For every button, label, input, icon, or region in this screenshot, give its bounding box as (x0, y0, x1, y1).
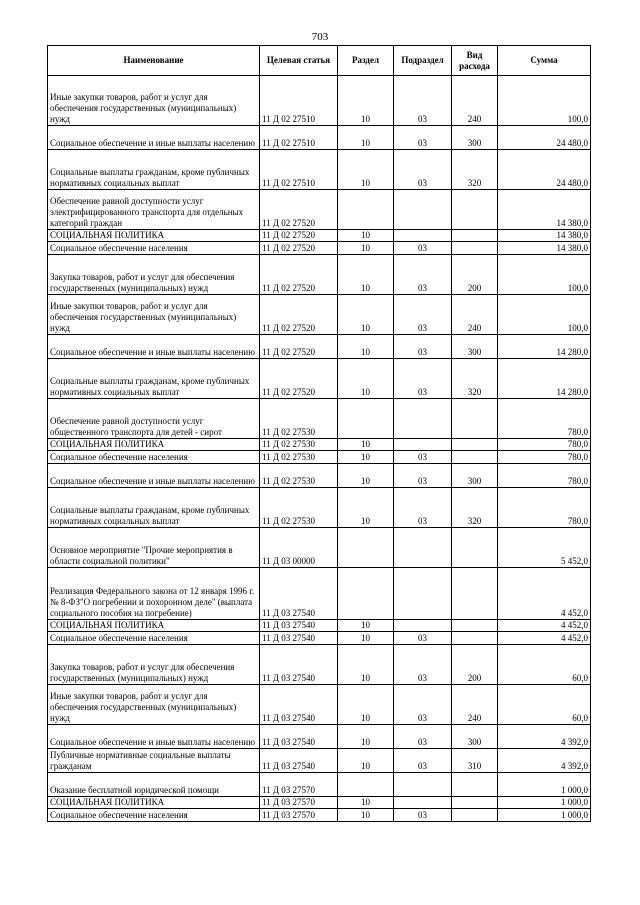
cell-section: 10 (338, 685, 394, 725)
cell-code: 11 Д 03 27570 (260, 773, 338, 797)
cell-name: СОЦИАЛЬНАЯ ПОЛИТИКА (48, 797, 260, 809)
cell-section: 10 (338, 749, 394, 773)
cell-subsection: 03 (394, 76, 452, 126)
cell-expense-type (452, 568, 498, 620)
cell-code: 11 Д 02 27530 (260, 399, 338, 439)
cell-code: 11 Д 03 00000 (260, 528, 338, 568)
cell-section: 10 (338, 797, 394, 809)
cell-amount: 14 280,0 (498, 335, 591, 359)
cell-expense-type: 320 (452, 150, 498, 190)
cell-amount: 24 480,0 (498, 150, 591, 190)
cell-code: 11 Д 02 27530 (260, 439, 338, 451)
table-row (48, 464, 591, 488)
cell-name: СОЦИАЛЬНАЯ ПОЛИТИКА (48, 439, 260, 451)
table-row (48, 399, 591, 439)
cell-subsection: 03 (394, 809, 452, 822)
cell-name: Социальное обеспечение и иные выплаты населению (48, 335, 260, 359)
cell-expense-type (452, 528, 498, 568)
cell-name: Оказание бесплатной юридической помощи (48, 773, 260, 797)
cell-amount: 60,0 (498, 685, 591, 725)
cell-expense-type: 200 (452, 255, 498, 295)
cell-section (338, 568, 394, 620)
table-row (48, 190, 591, 230)
cell-subsection: 03 (394, 150, 452, 190)
cell-section: 10 (338, 464, 394, 488)
cell-name: Обеспечение равной доступности услуг электрифицированного транспорта для отдельных категорий граждан (48, 190, 260, 230)
cell-code: 11 Д 02 27530 (260, 451, 338, 464)
column-header-expense-type: Вид расхода (452, 46, 498, 76)
cell-amount: 780,0 (498, 488, 591, 528)
cell-amount: 14 280,0 (498, 359, 591, 399)
column-header-amount: Сумма (498, 46, 591, 76)
cell-section: 10 (338, 451, 394, 464)
cell-amount: 4 452,0 (498, 620, 591, 632)
cell-subsection: 03 (394, 451, 452, 464)
cell-subsection: 03 (394, 126, 452, 150)
table-row (48, 797, 591, 809)
cell-section: 10 (338, 335, 394, 359)
cell-name: Социальные выплаты гражданам, кроме публичных нормативных социальных выплат (48, 150, 260, 190)
cell-code: 11 Д 02 27510 (260, 150, 338, 190)
column-header-code: Целевая статья (260, 46, 338, 76)
table-row (48, 749, 591, 773)
cell-expense-type: 310 (452, 749, 498, 773)
cell-code: 11 Д 03 27570 (260, 809, 338, 822)
cell-amount: 4 452,0 (498, 632, 591, 645)
cell-code: 11 Д 02 27520 (260, 335, 338, 359)
cell-expense-type (452, 242, 498, 255)
cell-expense-type (452, 230, 498, 242)
cell-name: Закупка товаров, работ и услуг для обеспечения государственных (муниципальных) нужд (48, 255, 260, 295)
table-row (48, 632, 591, 645)
cell-code: 11 Д 03 27540 (260, 620, 338, 632)
table-row (48, 451, 591, 464)
cell-name: Социальное обеспечение населения (48, 242, 260, 255)
cell-name: Иные закупки товаров, работ и услуг для обеспечения государственных (муниципальных) нужд (48, 685, 260, 725)
cell-amount: 100,0 (498, 76, 591, 126)
cell-expense-type (452, 620, 498, 632)
cell-expense-type: 300 (452, 126, 498, 150)
cell-name: Социальное обеспечение населения (48, 809, 260, 822)
cell-name: Социальное обеспечение населения (48, 632, 260, 645)
cell-amount: 14 380,0 (498, 242, 591, 255)
table-row (48, 230, 591, 242)
cell-section: 10 (338, 295, 394, 335)
cell-code: 11 Д 02 27530 (260, 488, 338, 528)
cell-subsection (394, 528, 452, 568)
cell-subsection (394, 399, 452, 439)
cell-section: 10 (338, 230, 394, 242)
cell-amount: 1 000,0 (498, 809, 591, 822)
cell-expense-type (452, 773, 498, 797)
cell-section: 10 (338, 725, 394, 749)
cell-amount: 4 392,0 (498, 725, 591, 749)
cell-subsection (394, 230, 452, 242)
cell-subsection: 03 (394, 255, 452, 295)
cell-section: 10 (338, 439, 394, 451)
table-row (48, 809, 591, 822)
cell-name: Реализация Федерального закона от 12 января 1996 г. № 8-ФЗ"О погребении и похоронном деле" (выплата социального пособия на погребение) (48, 568, 260, 620)
cell-code: 11 Д 02 27520 (260, 230, 338, 242)
cell-code: 11 Д 03 27540 (260, 645, 338, 685)
budget-table (47, 45, 591, 822)
cell-section: 10 (338, 359, 394, 399)
cell-code: 11 Д 02 27510 (260, 76, 338, 126)
cell-expense-type: 240 (452, 685, 498, 725)
cell-code: 11 Д 03 27540 (260, 749, 338, 773)
cell-section: 10 (338, 242, 394, 255)
table-row (48, 150, 591, 190)
cell-expense-type (452, 797, 498, 809)
cell-expense-type: 320 (452, 359, 498, 399)
table-row (48, 620, 591, 632)
table-row (48, 488, 591, 528)
cell-name: СОЦИАЛЬНАЯ ПОЛИТИКА (48, 620, 260, 632)
cell-expense-type: 240 (452, 76, 498, 126)
cell-name: Обеспечение равной доступности услуг общественного транспорта для детей - сирот (48, 399, 260, 439)
table-row (48, 645, 591, 685)
column-header-section: Раздел (338, 46, 394, 76)
cell-amount: 60,0 (498, 645, 591, 685)
cell-name: Социальное обеспечение и иные выплаты населению (48, 126, 260, 150)
cell-expense-type (452, 809, 498, 822)
cell-name: Социальные выплаты гражданам, кроме публичных нормативных социальных выплат (48, 359, 260, 399)
cell-amount: 4 392,0 (498, 749, 591, 773)
cell-subsection: 03 (394, 685, 452, 725)
cell-expense-type (452, 190, 498, 230)
cell-subsection (394, 620, 452, 632)
cell-code: 11 Д 02 27510 (260, 126, 338, 150)
table-row (48, 255, 591, 295)
cell-amount: 780,0 (498, 399, 591, 439)
table-row (48, 773, 591, 797)
cell-section (338, 190, 394, 230)
cell-section (338, 399, 394, 439)
cell-name: Социальное обеспечение и иные выплаты населению (48, 464, 260, 488)
cell-amount: 1 000,0 (498, 773, 591, 797)
cell-expense-type: 300 (452, 464, 498, 488)
cell-code: 11 Д 03 27540 (260, 685, 338, 725)
cell-section: 10 (338, 632, 394, 645)
cell-name: Закупка товаров, работ и услуг для обеспечения государственных (муниципальных) нужд (48, 645, 260, 685)
cell-section: 10 (338, 645, 394, 685)
cell-amount: 780,0 (498, 439, 591, 451)
cell-code: 11 Д 02 27520 (260, 255, 338, 295)
cell-name: Иные закупки товаров, работ и услуг для обеспечения государственных (муниципальных) нужд (48, 76, 260, 126)
table-row (48, 126, 591, 150)
cell-expense-type: 320 (452, 488, 498, 528)
table-row (48, 528, 591, 568)
cell-expense-type (452, 399, 498, 439)
cell-expense-type: 200 (452, 645, 498, 685)
cell-expense-type: 300 (452, 725, 498, 749)
cell-amount: 100,0 (498, 255, 591, 295)
cell-amount: 14 380,0 (498, 230, 591, 242)
table-row (48, 725, 591, 749)
cell-code: 11 Д 03 27540 (260, 568, 338, 620)
cell-section: 10 (338, 126, 394, 150)
cell-name: Социальное обеспечение населения (48, 451, 260, 464)
cell-section: 10 (338, 76, 394, 126)
cell-subsection: 03 (394, 464, 452, 488)
cell-amount: 100,0 (498, 295, 591, 335)
cell-subsection: 03 (394, 488, 452, 528)
cell-expense-type: 300 (452, 335, 498, 359)
cell-subsection (394, 439, 452, 451)
cell-code: 11 Д 03 27570 (260, 797, 338, 809)
cell-subsection: 03 (394, 749, 452, 773)
table-row (48, 685, 591, 725)
table-row (48, 242, 591, 255)
cell-amount: 14 380,0 (498, 190, 591, 230)
cell-subsection (394, 190, 452, 230)
cell-section: 10 (338, 809, 394, 822)
cell-code: 11 Д 03 27540 (260, 632, 338, 645)
cell-section: 10 (338, 488, 394, 528)
cell-subsection: 03 (394, 295, 452, 335)
cell-subsection: 03 (394, 645, 452, 685)
cell-amount: 1 000,0 (498, 797, 591, 809)
cell-amount: 780,0 (498, 451, 591, 464)
cell-subsection (394, 797, 452, 809)
cell-code: 11 Д 02 27520 (260, 190, 338, 230)
cell-expense-type: 240 (452, 295, 498, 335)
page-number: 703 (311, 31, 329, 43)
cell-subsection: 03 (394, 632, 452, 645)
cell-name: Социальные выплаты гражданам, кроме публичных нормативных социальных выплат (48, 488, 260, 528)
table-row (48, 359, 591, 399)
cell-subsection: 03 (394, 335, 452, 359)
cell-code: 11 Д 02 27520 (260, 295, 338, 335)
cell-subsection: 03 (394, 242, 452, 255)
cell-subsection (394, 773, 452, 797)
table-row (48, 76, 591, 126)
cell-amount: 24 480,0 (498, 126, 591, 150)
cell-subsection (394, 568, 452, 620)
table-header-row (48, 46, 591, 76)
cell-expense-type (452, 451, 498, 464)
table-row (48, 439, 591, 451)
table-row (48, 335, 591, 359)
cell-expense-type (452, 439, 498, 451)
cell-section: 10 (338, 150, 394, 190)
cell-section (338, 773, 394, 797)
cell-code: 11 Д 02 27530 (260, 464, 338, 488)
cell-subsection: 03 (394, 359, 452, 399)
cell-name: СОЦИАЛЬНАЯ ПОЛИТИКА (48, 230, 260, 242)
table-row (48, 295, 591, 335)
cell-name: Социальное обеспечение и иные выплаты населению (48, 725, 260, 749)
cell-section: 10 (338, 620, 394, 632)
cell-subsection: 03 (394, 725, 452, 749)
cell-name: Основное мероприятие "Прочие мероприятия в области социальной политики" (48, 528, 260, 568)
cell-name: Иные закупки товаров, работ и услуг для обеспечения государственных (муниципальных) нужд (48, 295, 260, 335)
table-row (48, 568, 591, 620)
cell-expense-type (452, 632, 498, 645)
cell-amount: 5 452,0 (498, 528, 591, 568)
cell-code: 11 Д 02 27520 (260, 242, 338, 255)
cell-name: Публичные нормативные социальные выплаты гражданам (48, 749, 260, 773)
cell-code: 11 Д 03 27540 (260, 725, 338, 749)
cell-section: 10 (338, 255, 394, 295)
column-header-name: Наименование (48, 46, 260, 76)
cell-section (338, 528, 394, 568)
cell-amount: 780,0 (498, 464, 591, 488)
cell-amount: 4 452,0 (498, 568, 591, 620)
column-header-subsection: Подраздел (394, 46, 452, 76)
cell-code: 11 Д 02 27520 (260, 359, 338, 399)
